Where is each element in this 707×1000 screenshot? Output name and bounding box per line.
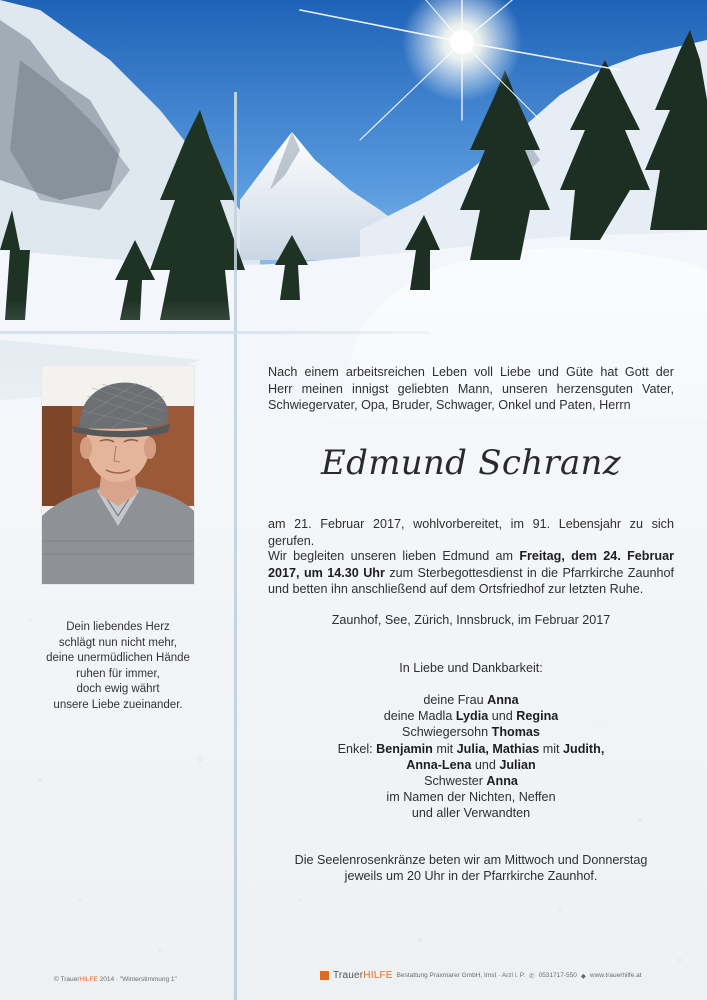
cross-horizontal-bar [0, 331, 430, 334]
family-nieces: im Namen der Nichten, Neffen [386, 790, 556, 805]
family-sister: Schwester Anna [424, 774, 518, 789]
website-icon: ◆ [580, 972, 586, 980]
portrait-photo [42, 366, 194, 584]
family-madla: deine Madla Lydia und Regina [383, 709, 559, 724]
family-grandchildren-2: Anna-Lena und Julian [406, 757, 536, 772]
trauerhilfe-logo-icon [320, 971, 329, 980]
intro-text [268, 364, 674, 414]
brand-logo-text: TrauerHILFE [333, 970, 393, 981]
poem-line: schlägt nun nicht mehr, [58, 636, 178, 649]
cross-vertical-bar [234, 92, 237, 1000]
undertaker-footer [320, 970, 700, 981]
website[interactable]: www.trauerhilfe.at [589, 972, 642, 979]
rosary-info [268, 852, 674, 884]
poem-line: doch ewig währt [76, 683, 160, 695]
rosary-line: jeweils um 20 Uhr in der Pfarrkirche Zaunhof. [344, 869, 598, 884]
family-wife: deine Frau Anna [423, 693, 519, 707]
service-line: Wir begleiten unseren lieben Edmund am Freitag, dem 24. Februar [268, 549, 675, 563]
family-relatives: und aller Verwandten [411, 806, 531, 821]
phone-number: 0531717-550 [538, 972, 577, 979]
intro-line: Schwiegervater, Opa, Bruder, Schwager, Onkel und Paten, Herrn [268, 398, 631, 412]
company-info: Bestattung Praxmarer GmbH, Imst · Arzl i. P. [396, 972, 526, 979]
service-line: und betten ihn anschließend auf dem Ortsfriedhof zur letzten Ruhe. [268, 582, 644, 596]
poem-line: ruhen für immer, [76, 667, 160, 680]
service-line: 2017, um 14.30 Uhr zum Sterbegottesdienst in die Pfarrkirche Zaunhof [268, 565, 674, 580]
poem [22, 620, 214, 713]
funeral-service-text [268, 548, 674, 598]
death-date-line: am 21. Februar 2017, wohlvorbereitet, im 91. Lebensjahr zu sich gerufen. [268, 517, 674, 548]
family-son-in-law: Schwiegersohn Thomas [402, 725, 540, 740]
poem-line: unsere Liebe zueinander. [53, 698, 183, 711]
intro-line: Herr meinen innigst geliebten Mann, unseren herzensguten Vater, [268, 381, 674, 396]
family-grandchildren: Enkel: Benjamin mit Julia, Mathias mit Judith, [337, 741, 605, 756]
deceased-name: Edmund Schranz [321, 443, 621, 483]
poem-line: Dein liebendes Herz [66, 621, 170, 633]
rosary-line: Die Seelenrosenkränze beten wir am Mittwoch und Donnerstag [294, 853, 648, 867]
place-date: Zaunhof, See, Zürich, Innsbruck, im Februar 2017 [331, 613, 611, 627]
phone-icon: ✆ [529, 972, 535, 980]
family-list [268, 692, 674, 822]
intro-line: Nach einem arbeitsreichen Leben voll Liebe und Güte hat Gott der [268, 365, 674, 379]
poem-line: deine unermüdlichen Hände [46, 652, 190, 664]
love-line: In Liebe und Dankbarkeit: [399, 661, 543, 675]
copyright-footer: © TrauerHILFE 2014 · "Winterstimmung 1" [54, 976, 177, 983]
